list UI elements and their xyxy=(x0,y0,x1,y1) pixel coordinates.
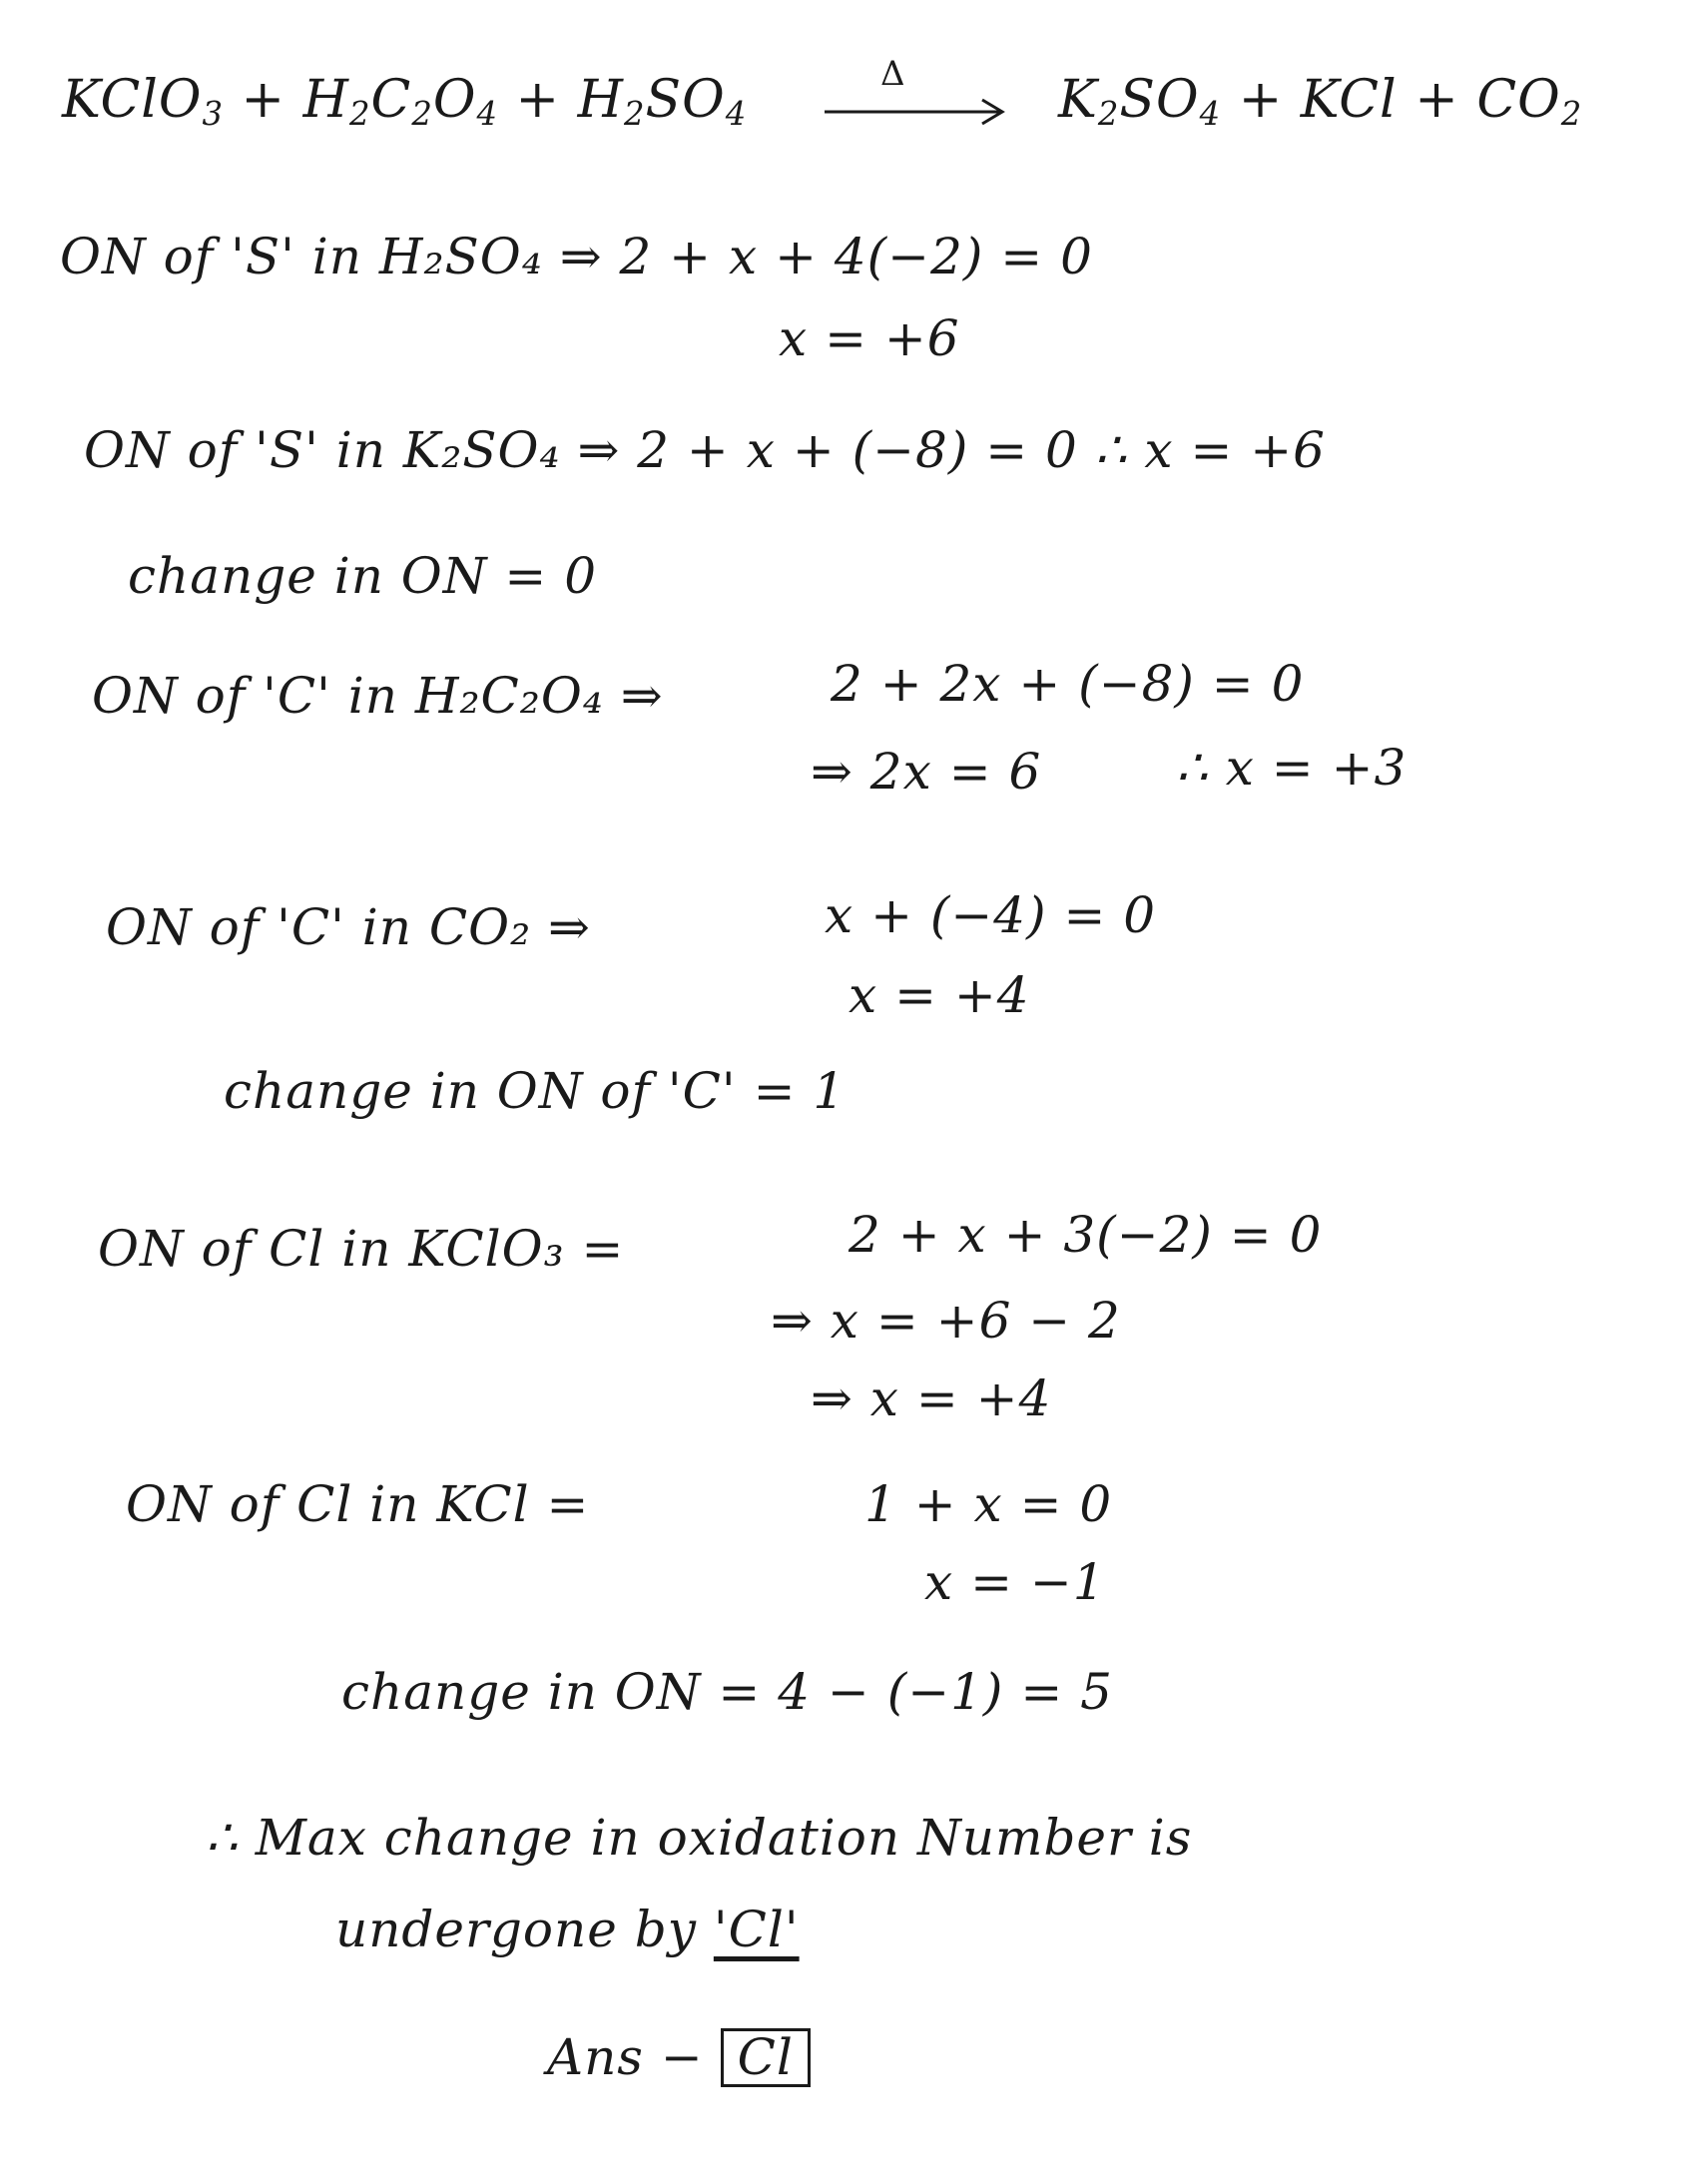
conclusion-line-1: ∴ Max change in oxidation Number is xyxy=(206,1809,1193,1867)
answer-box: Cl xyxy=(721,2028,811,2087)
c-in-co2-label: ON of 'C' in CO₂ ⇒ xyxy=(106,898,591,956)
answer-prefix: Ans − xyxy=(547,2028,704,2086)
s-change-in-on: change in ON = 0 xyxy=(128,547,598,605)
cl-in-kclo3-step: ⇒ x = +6 − 2 xyxy=(771,1292,1121,1350)
c-in-co2-result: x = +4 xyxy=(848,966,1030,1024)
s-in-k2so4-equation: ON of 'S' in K₂SO₄ ⇒ 2 + x + (−8) = 0 ∴ x = +6 xyxy=(84,421,1326,479)
heat-delta-label: Δ xyxy=(880,54,905,94)
reactant-h2so4: $H_2SO_4$ xyxy=(577,70,748,134)
reaction-arrow xyxy=(821,54,1010,130)
cl-in-kclo3-result: ⇒ x = +4 xyxy=(811,1369,1052,1427)
cl-in-kclo3-label: ON of Cl in KClO₃ = xyxy=(98,1220,625,1278)
c-in-h2c2o4-result: ∴ x = +3 xyxy=(1176,739,1408,797)
conclusion-line-2: undergone by 'Cl' xyxy=(335,1901,800,1958)
cl-in-kcl-equation: 1 + x = 0 xyxy=(864,1475,1113,1533)
c-change-in-on: change in ON of 'C' = 1 xyxy=(224,1062,847,1120)
c-in-h2c2o4-step: ⇒ 2x = 6 xyxy=(811,743,1042,801)
reaction-products: $K_2SO_4$ + KCl + $CO_2$ xyxy=(1058,70,1583,134)
c-in-h2c2o4-label: ON of 'C' in H₂C₂O₄ ⇒ xyxy=(92,667,664,725)
element-cl-underlined: 'Cl' xyxy=(713,1901,800,1958)
s-in-h2so4-equation: ON of 'S' in H₂SO₄ ⇒ 2 + x + 4(−2) = 0 xyxy=(60,228,1093,285)
c-in-co2-equation: x + (−4) = 0 xyxy=(825,886,1157,944)
reactant-h2c2o4: $H_2C_2O_4$ xyxy=(302,70,498,134)
cl-in-kcl-label: ON of Cl in KCl = xyxy=(126,1475,590,1533)
c-in-h2c2o4-equation: 2 + 2x + (−8) = 0 xyxy=(831,655,1305,713)
product-k2so4: $K_2SO_4$ xyxy=(1058,70,1222,134)
cl-in-kcl-result: x = −1 xyxy=(924,1553,1106,1611)
answer-line xyxy=(547,2028,811,2087)
right-arrow-icon xyxy=(821,60,1010,130)
cl-in-kclo3-equation: 2 + x + 3(−2) = 0 xyxy=(848,1206,1323,1264)
reaction-reactants: KClO$_3$ + $H_2C_2O_4 + H_2SO_4$ xyxy=(62,70,748,134)
product-kcl: KCl xyxy=(1300,70,1398,130)
product-co2: $CO_2$ xyxy=(1476,70,1583,134)
cl-change-in-on: change in ON = 4 − (−1) = 5 xyxy=(341,1663,1113,1721)
reactant-kclo3: KClO$_3$ xyxy=(62,70,225,134)
s-in-h2so4-result: x = +6 xyxy=(779,309,960,367)
